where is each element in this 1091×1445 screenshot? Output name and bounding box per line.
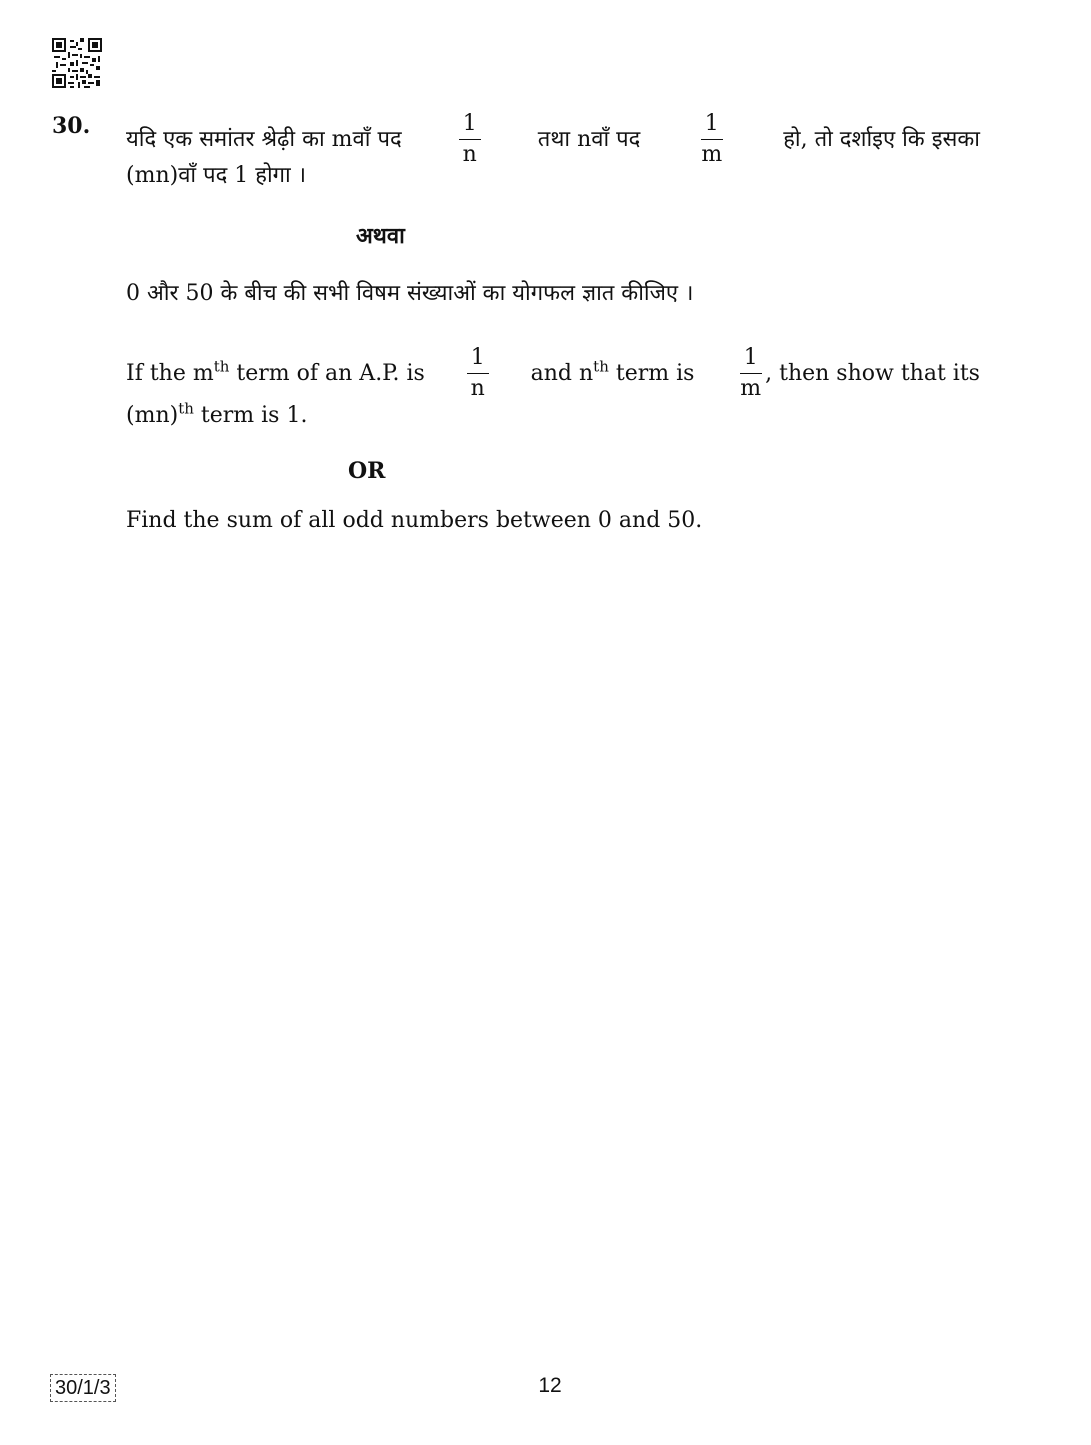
qr-code-icon [52, 38, 102, 88]
text-segment: If the m [126, 360, 214, 386]
text-segment: and n [530, 360, 594, 386]
question-hindi-text-1: यदि एक समांतर श्रेढ़ी का mवाँ पद [126, 126, 402, 152]
superscript: th [593, 357, 609, 376]
fraction-denominator: n [462, 142, 477, 167]
fraction-one-over-m [736, 346, 765, 401]
question-number: 30. [52, 113, 91, 139]
question-english-line-2 [126, 399, 308, 430]
question-english-text-3: , then show that its [765, 360, 980, 386]
question-hindi-line-2: (mn)वाँ पद 1 होगा । [126, 163, 307, 188]
fraction-denominator: m [701, 142, 723, 167]
or-separator-hindi: अथवा [356, 223, 405, 249]
question-hindi-text-3: हो, तो दर्शाइए कि इसका [783, 126, 980, 152]
alternative-question-hindi: 0 और 50 के बीच की सभी विषम संख्याओं का योगफल ज्ञात कीजिए । [126, 281, 694, 306]
text-segment: term is 1. [193, 403, 308, 428]
question-english-line-1 [126, 346, 980, 401]
superscript: th [178, 399, 194, 418]
text-segment: (mn) [126, 403, 179, 428]
fraction-denominator: n [470, 376, 485, 401]
alternative-question-english: Find the sum of all odd numbers between 0 and 50. [126, 508, 703, 533]
question-english-text-1 [126, 357, 425, 388]
or-separator-english: OR [348, 458, 386, 484]
fraction-one-over-n [459, 112, 481, 167]
page-number: 12 [538, 1374, 562, 1397]
question-english-text-2 [530, 357, 695, 388]
text-segment: term of an A.P. is [229, 360, 425, 386]
text-segment: term is [608, 360, 695, 386]
question-hindi-line-1 [126, 112, 980, 167]
fraction-one-over-n [467, 346, 489, 401]
superscript: th [213, 357, 230, 376]
fraction-with-trailing-text [730, 346, 980, 401]
fraction-numerator: 1 [467, 346, 489, 374]
question-hindi-text-2: तथा nवाँ पद [537, 126, 641, 152]
fraction-numerator: 1 [459, 112, 481, 140]
fraction-numerator: 1 [740, 346, 762, 374]
fraction-denominator: m [740, 376, 762, 401]
paper-code: 30/1/3 [50, 1374, 116, 1402]
fraction-one-over-m [697, 112, 726, 167]
fraction-numerator: 1 [701, 112, 723, 140]
